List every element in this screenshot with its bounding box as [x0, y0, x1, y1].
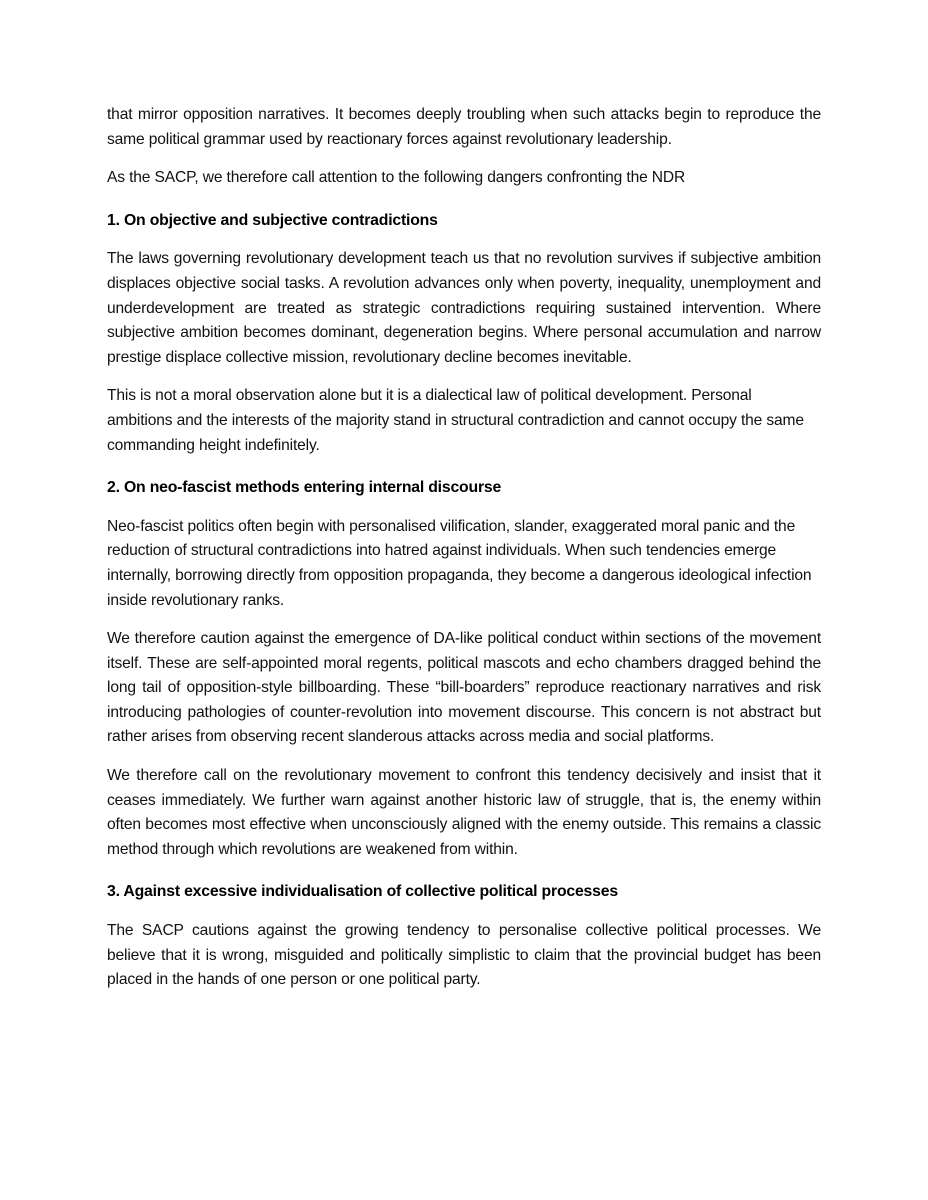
section-heading-3: 3. Against excessive individualisation of collective political processes [107, 883, 618, 901]
document-body [107, 103, 821, 1007]
paragraph-continuation-intro: that mirror opposition narratives. It becomes deeply troubling when such attacks begin to reproduce the same political grammar used by reactionary forces against revolutionary leadership. [107, 106, 821, 148]
paragraph-dialectical-law: This is not a moral observation alone but it is a dialectical law of political development. Personal ambitions and the interests of the majority stand in structural contradiction and cannot occupy the same commanding height indefinitely. [107, 387, 804, 454]
section-heading-1: 1. On objective and subjective contradictions [107, 211, 438, 229]
paragraph-laws-of-revolutionary-development: The laws governing revolutionary development teach us that no revolution survives if subjective ambition displaces objective social tasks. A revolution advances only when poverty, inequality, unemployment and underdevelopment are treated as strategic contradictions requiring sustained intervention. Where subjective ambition becomes dominant, degeneration begins. Where personal accumulation and narrow prestige displace collective mission, revolutionary decline becomes inevitable. [107, 250, 821, 366]
paragraph-enemy-within: We therefore call on the revolutionary movement to confront this tendency decisively and insist that it ceases immediately. We further warn against another historic law of struggle, that is, the enemy within often becomes most effective when unconsciously aligned with the enemy outside. This remains a classic method through which revolutions are weakened from within. [107, 767, 821, 858]
section-heading-2: 2. On neo-fascist methods entering internal discourse [107, 479, 502, 497]
paragraph-provincial-budget: The SACP cautions against the growing tendency to personalise collective political processes. We believe that it is wrong, misguided and politically simplistic to claim that the provincial budget has been placed in the hands of one person or one political party. [107, 922, 821, 989]
paragraph-sacp-call-attention: As the SACP, we therefore call attention to the following dangers confronting the NDR [107, 169, 686, 187]
paragraph-neo-fascist-politics: Neo-fascist politics often begin with personalised vilification, slander, exaggerated moral panic and the reduction of structural contradictions into hatred against individuals. When such tendencies emerge internally, borrowing directly from opposition propaganda, they become a dangerous ideological infection inside revolutionary ranks. [107, 517, 812, 609]
paragraph-da-like-conduct: We therefore caution against the emergence of DA-like political conduct within sections of the movement itself. These are self-appointed moral regents, political mascots and echo chambers dragged behind the long tail of opposition-style billboarding. These “bill-boarders” reproduce reactionary narratives and risk introducing pathologies of counter-revolution into movement discourse. This concern is not abstract but rather arises from observing recent slanderous attacks across media and social platforms. [107, 630, 821, 746]
